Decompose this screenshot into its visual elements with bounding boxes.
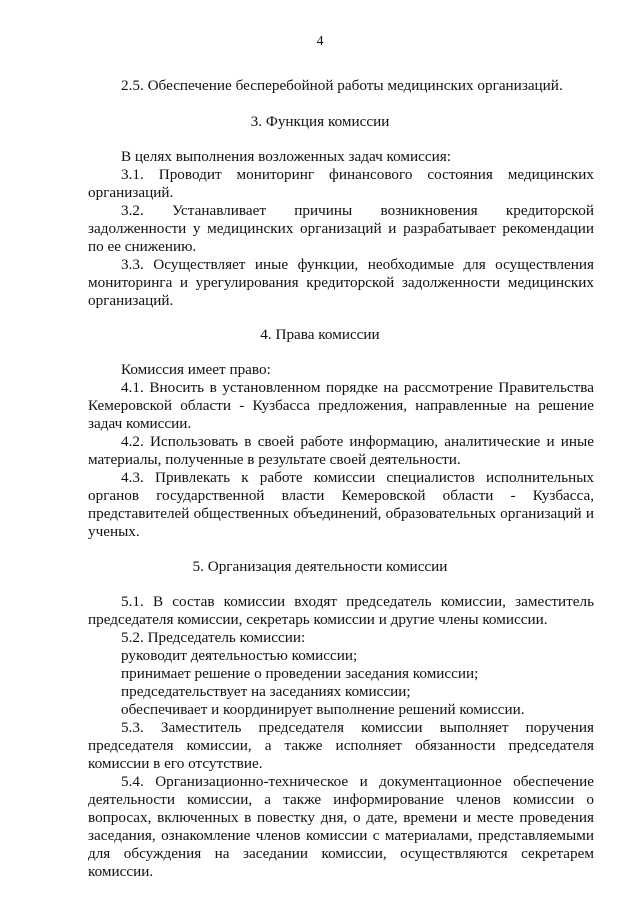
paragraph-4-3-line: представителей общественных объединений, образовательных организаций и: [88, 505, 594, 522]
paragraph-4-3-line: ученых.: [88, 523, 140, 540]
paragraph-5-1-line: 5.1. В состав комиссии входят председатель комиссии, заместитель: [121, 593, 594, 610]
paragraph-5-3-line: председателя комиссии, а также исполняет обязанности председателя: [88, 737, 594, 754]
paragraph-4-1-line: задач комиссии.: [88, 415, 192, 432]
paragraph-5-1-line: председателя комиссии, секретарь комиссии и другие члены комиссии.: [88, 611, 548, 628]
paragraph-5-4-line: 5.4. Организационно-техническое и документационное обеспечение: [121, 773, 594, 790]
paragraph-4-1-line: 4.1. Вносить в установленном порядке на рассмотрение Правительства: [121, 379, 594, 396]
paragraph-3-1-line: организаций.: [88, 184, 174, 201]
paragraph-2-5: 2.5. Обеспечение бесперебойной работы медицинских организаций.: [121, 77, 563, 94]
paragraph-5-3-line: комиссии в его отсутствие.: [88, 755, 263, 772]
paragraph-5-4-line: для обсуждения на заседании комиссии, осуществляются секретарем: [88, 845, 594, 862]
duty-item: председательствует на заседаниях комиссии;: [121, 683, 411, 700]
paragraph-3-2-line: по ее снижению.: [88, 238, 197, 255]
paragraph-3-2-line: 3.2. Устанавливает причины возникновения кредиторской: [121, 202, 594, 219]
duty-item: обеспечивает и координирует выполнение решений комиссии.: [121, 701, 525, 718]
paragraph-4-3-line: 4.3. Привлекать к работе комиссии специалистов исполнительных: [121, 469, 594, 486]
paragraph-5-4-line: заседания, ознакомление членов комиссии с материалами, представляемыми: [88, 827, 594, 844]
paragraph-3-3-line: мониторинга и урегулирования кредиторской задолженности медицинских: [88, 274, 594, 291]
paragraph-5-2: 5.2. Председатель комиссии:: [121, 629, 306, 646]
section-4-heading: 4. Права комиссии: [260, 326, 380, 343]
paragraph-4-3-line: органов государственной власти Кемеровской области - Кузбасса,: [88, 487, 594, 504]
duty-item: принимает решение о проведении заседания комиссии;: [121, 665, 479, 682]
paragraph-4-2-line: 4.2. Использовать в своей работе информацию, аналитические и иные: [121, 433, 594, 450]
paragraph-3-3-line: 3.3. Осуществляет иные функции, необходимые для осуществления: [121, 256, 594, 273]
paragraph-5-4-line: деятельности комиссии, а также информирование членов комиссии о: [88, 791, 594, 808]
paragraph-5-4-line: комиссии.: [88, 863, 154, 880]
page-number: 4: [316, 34, 324, 49]
paragraph-5-3-line: 5.3. Заместитель председателя комиссии выполняет поручения: [121, 719, 594, 736]
paragraph-5-4-line: вопросах, включенных в повестку дня, о дате, времени и месте проведения: [88, 809, 594, 826]
paragraph-4-2-line: материалы, полученные в результате своей деятельности.: [88, 451, 461, 468]
paragraph-3-1-line: 3.1. Проводит мониторинг финансового состояния медицинских: [121, 166, 594, 183]
paragraph-3-3-line: организаций.: [88, 292, 174, 309]
paragraph-4-1-line: Кемеровской области - Кузбасса предложения, направленные на решение: [88, 397, 594, 414]
paragraph-3-2-line: задолженности у медицинских организаций и разрабатывает рекомендации: [88, 220, 594, 237]
section-4-intro: Комиссия имеет право:: [121, 361, 271, 378]
section-5-heading: 5. Организация деятельности комиссии: [192, 558, 448, 575]
section-3-intro: В целях выполнения возложенных задач комиссия:: [121, 148, 451, 165]
duty-item: руководит деятельностью комиссии;: [121, 647, 358, 664]
section-3-heading: 3. Функция комиссии: [250, 113, 390, 130]
